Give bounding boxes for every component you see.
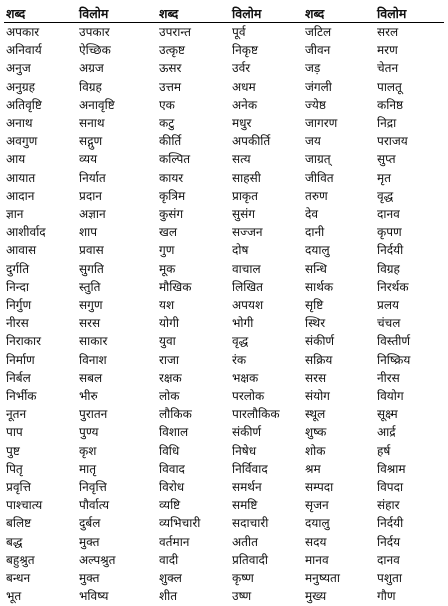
cell-antonym-2: निकृष्ट [232,43,258,58]
cell-antonym-2: कृष्ण [232,571,254,586]
cell-antonym-1: शाप [79,225,98,240]
cell-word-3: मानव [305,552,329,567]
table-row [4,96,444,114]
cell-word-3: ज्येष्ठ [305,97,326,112]
cell-word-1: प्रवृत्ति [6,480,31,495]
table-row [4,332,444,350]
cell-word-2: कृत्रिम [159,188,186,203]
table-row [4,587,444,605]
cell-antonym-3: विग्रह [377,261,400,276]
cell-word-3: स्थूल [305,407,326,422]
cell-antonym-3: निष्क्रिय [377,352,411,367]
cell-word-2: विवाद [159,461,185,476]
cell-antonym-2: वाचाल [232,261,261,276]
cell-antonym-1: ऐच्छिक [79,43,111,58]
cell-word-1: भूत [6,589,22,604]
cell-antonym-1: मातृ [79,461,97,476]
cell-word-1: निन्दा [6,279,29,294]
cell-antonym-1: निर्यात [79,170,106,185]
cell-antonym-2: अपकीर्ति [232,134,271,149]
cell-antonym-2: प्रतिवादी [232,552,269,567]
cell-antonym-2: पूर्व [232,25,246,39]
cell-antonym-1: अनावृष्टि [79,97,115,112]
table-row [4,369,444,387]
cell-word-1: निर्गुण [6,298,32,313]
cell-antonym-2: अतीत [232,534,258,549]
cell-word-1: अतिवृष्टि [6,97,42,112]
cell-word-2: मौखिक [159,279,192,294]
cell-antonym-1: प्रवास [79,243,104,258]
cell-word-2: व्यभिचारी [159,516,201,531]
cell-word-2: यश [159,298,175,313]
table-row [4,223,444,241]
cell-antonym-1: पुण्य [79,425,99,440]
cell-word-3: जड़ [305,61,321,76]
cell-antonym-2: परलोक [232,389,265,404]
cell-word-3: संकीर्ण [305,334,335,349]
cell-word-3: देव [305,207,319,222]
cell-antonym-2: सदाचारी [232,516,269,531]
cell-word-2: उत्तम [159,79,182,94]
cell-word-1: नीरस [6,316,29,331]
table-body [4,23,444,606]
cell-antonym-2: अधम [232,79,256,94]
cell-antonym-2: संकीर्ण [232,425,262,440]
table-row [4,405,444,423]
cell-antonym-1: पौर्वात्य [79,498,110,513]
table-row [4,533,444,551]
header-word-2: शब्द [157,4,230,23]
cell-word-1: पितृ [6,461,23,476]
cell-antonym-3: विश्राम [377,461,406,476]
cell-antonym-3: प्रलय [377,298,399,313]
cell-antonym-2: सुसंग [232,207,255,222]
cell-antonym-3: निर्दयी [377,243,404,258]
cell-word-1: अनुग्रह [6,79,35,94]
cell-word-1: आयात [6,170,36,185]
cell-antonym-3: पशुता [377,571,402,586]
cell-word-3: जाग्रत् [305,152,331,167]
table-row [4,132,444,150]
header-antonym-2: विलोम [230,4,303,23]
table-row [4,260,444,278]
cell-antonym-3: निद्रा [377,116,397,131]
cell-word-3: शुष्क [305,425,327,440]
cell-word-1: बद्ध [6,534,23,549]
cell-word-3: जंगली [305,79,332,94]
table-row [4,423,444,441]
cell-word-1: आवास [6,243,37,258]
table-row [4,296,444,314]
cell-word-1: निर्भीक [6,389,37,404]
cell-antonym-2: सज्जन [232,225,263,240]
cell-antonym-3: गौण [377,589,396,604]
cell-word-3: सन्धि [305,261,327,276]
table-row [4,351,444,369]
cell-word-2: विरोध [159,480,185,495]
cell-word-1: पाश्चात्य [6,498,43,513]
cell-antonym-1: साकार [79,334,108,349]
cell-word-2: कायर [159,170,184,185]
cell-antonym-2: उर्वर [232,61,251,76]
table-row [4,551,444,569]
cell-word-1: आय [6,152,26,167]
cell-antonym-2: प्राकृत [232,188,258,203]
cell-word-2: राजा [159,352,180,367]
cell-word-3: संयोग [305,389,330,404]
cell-word-3: जीवन [305,43,331,58]
cell-antonym-1: सुगति [79,261,104,276]
cell-antonym-2: पारलौकिक [232,407,280,422]
cell-word-1: बहुश्रुत [6,552,35,567]
cell-word-2: रक्षक [159,370,182,385]
cell-word-2: विशाल [159,425,189,440]
cell-antonym-3: नीरस [377,370,400,385]
cell-word-3: सक्रिय [305,352,333,367]
table-row [4,23,444,42]
cell-antonym-3: दानव [377,552,400,567]
cell-word-3: जय [305,134,321,149]
table-row [4,241,444,259]
cell-word-3: स्थिर [305,316,326,331]
table-row [4,496,444,514]
cell-word-1: नूतन [6,407,27,422]
cell-word-2: योगी [159,316,179,331]
cell-antonym-1: सगुण [79,298,103,313]
cell-word-2: शुक्ल [159,571,182,586]
cell-antonym-3: संहार [377,498,400,513]
cell-word-3: सृष्टि [305,298,324,313]
cell-antonym-2: भक्षक [232,370,259,385]
table-row [4,569,444,587]
cell-antonym-3: सरल [377,25,399,39]
cell-antonym-3: आर्द्र [377,425,396,440]
table-row [4,460,444,478]
cell-word-1: निराकार [6,334,42,349]
table-row [4,59,444,77]
cell-word-2: युवा [159,334,176,349]
cell-word-2: लोक [159,389,180,404]
cell-word-2: कुसंग [159,207,184,222]
table-row [4,187,444,205]
cell-word-2: वादी [159,552,179,567]
cell-antonym-1: सद्गुण [79,134,103,149]
cell-antonym-3: पराजय [377,134,408,149]
cell-antonym-1: भीरु [79,389,98,404]
cell-antonym-3: सूक्ष्म [377,407,398,422]
cell-word-2: कटु [159,116,175,131]
cell-word-3: मुख्य [305,589,327,604]
cell-word-2: विधि [159,443,180,458]
cell-antonym-1: व्यय [79,152,98,167]
cell-word-1: बन्धन [6,571,31,586]
cell-antonym-1: पुरातन [79,407,108,422]
cell-antonym-1: अग्रज [79,61,104,76]
cell-word-2: शीत [159,589,178,604]
cell-antonym-2: उष्ण [232,589,252,604]
table-row [4,205,444,223]
cell-word-1: निर्बल [6,370,31,385]
table-row [4,478,444,496]
cell-antonym-3: कृपण [377,225,402,240]
cell-word-3: श्रम [305,461,321,476]
cell-antonym-2: समष्टि [232,498,258,513]
cell-antonym-1: स्तुति [79,279,101,294]
antonym-table [4,4,444,606]
cell-antonym-3: चेतन [377,61,399,76]
cell-word-3: सरस [305,370,327,385]
cell-antonym-1: उपकार [79,25,110,39]
cell-word-3: मनुष्यता [305,571,341,586]
cell-word-2: उपरान्त [159,25,191,39]
table-row [4,78,444,96]
cell-word-3: सृजन [305,498,329,513]
cell-antonym-2: सत्य [232,152,251,167]
cell-antonym-2: निषेध [232,443,257,458]
cell-word-2: मूक [159,261,176,276]
cell-word-1: आशीर्वाद [6,225,46,240]
cell-antonym-3: मरण [377,43,398,58]
cell-word-2: कीर्ति [159,134,182,149]
cell-word-3: जीवित [305,170,334,185]
header-row [4,4,444,23]
cell-antonym-3: दानव [377,207,400,222]
cell-word-3: तरुण [305,188,328,203]
cell-word-1: निर्माण [6,352,35,367]
cell-antonym-2: समर्थन [232,480,262,495]
cell-antonym-3: निरर्थक [377,279,409,294]
cell-antonym-2: वृद्ध [232,334,249,349]
cell-antonym-1: निवृत्ति [79,480,107,495]
cell-word-3: सार्थक [305,279,334,294]
cell-antonym-2: रंक [232,352,247,367]
cell-word-3: दानी [305,225,325,240]
cell-word-1: पुष्ट [6,443,20,458]
cell-antonym-3: मृत [377,170,392,185]
cell-antonym-3: निर्दयी [377,516,404,531]
cell-word-3: शोक [305,443,326,458]
header-antonym-3: विलोम [375,4,444,23]
table-row [4,387,444,405]
cell-word-2: वर्तमान [159,534,190,549]
cell-word-1: आदान [6,188,35,203]
cell-word-3: दयालु [305,516,330,531]
cell-antonym-1: अल्पश्रुत [79,552,116,567]
cell-antonym-1: सनाथ [79,116,105,131]
cell-antonym-3: पालतू [377,79,402,94]
cell-word-2: ऊसर [159,61,182,76]
table-row [4,314,444,332]
cell-word-3: सम्पदा [305,480,334,495]
cell-antonym-2: दोष [232,243,249,258]
cell-word-1: ज्ञान [6,207,24,222]
table-row [4,150,444,168]
table-row [4,278,444,296]
header-word-1: शब्द [4,4,77,23]
cell-word-1: अनाथ [6,116,33,131]
table-row [4,114,444,132]
cell-antonym-1: सबल [79,370,103,385]
cell-word-2: व्यष्टि [159,498,181,513]
cell-antonym-1: विग्रह [79,79,102,94]
cell-word-1: अनिवार्य [6,43,42,58]
table-row [4,169,444,187]
cell-word-1: पाप [6,425,23,440]
cell-antonym-2: लिखित [232,279,264,294]
cell-antonym-2: अपयश [232,298,264,313]
cell-word-1: अवगुण [6,134,38,149]
cell-word-2: गुण [159,243,175,258]
cell-word-2: कल्पित [159,152,191,167]
cell-word-2: खल [159,225,177,240]
cell-word-1: अनुज [6,61,31,76]
cell-word-2: लौकिक [159,407,192,422]
table-row [4,41,444,59]
cell-antonym-3: सुप्त [377,152,396,167]
cell-antonym-3: वृद्ध [377,188,394,203]
cell-antonym-3: विपदा [377,480,404,495]
cell-antonym-3: विस्तीर्ण [377,334,411,349]
cell-word-3: सदय [305,534,327,549]
cell-antonym-2: निर्विवाद [232,461,268,476]
cell-word-2: उत्कृष्ट [159,43,186,58]
table-row [4,442,444,460]
header-word-3: शब्द [303,4,375,23]
cell-antonym-1: प्रदान [79,188,102,203]
cell-antonym-3: वियोग [377,389,404,404]
table-row [4,514,444,532]
cell-antonym-3: हर्ष [377,443,391,458]
cell-antonym-3: कनिष्ठ [377,97,404,112]
cell-antonym-2: मधुर [232,116,252,131]
cell-antonym-1: भविष्य [79,589,109,604]
cell-word-1: अपकार [6,25,40,39]
cell-antonym-2: साहसी [232,170,261,185]
cell-word-3: जटिल [305,25,332,39]
cell-word-2: एक [159,97,175,112]
cell-word-3: दयालु [305,243,330,258]
cell-antonym-2: भोगी [232,316,254,331]
cell-antonym-1: मुक्त [79,571,100,586]
cell-word-1: दुर्गति [6,261,30,276]
cell-antonym-1: कृश [79,443,97,458]
cell-antonym-1: दुर्बल [79,516,101,531]
cell-word-3: जागरण [305,116,338,131]
cell-antonym-1: मुक्त [79,534,100,549]
cell-word-1: बलिष्ट [6,516,32,531]
cell-antonym-1: विनाश [79,352,107,367]
header-antonym-1: विलोम [77,4,157,23]
cell-antonym-1: अज्ञान [79,207,106,222]
cell-antonym-3: चंचल [377,316,401,331]
cell-antonym-1: सरस [79,316,101,331]
cell-antonym-3: निर्दय [377,534,401,549]
cell-antonym-2: अनेक [232,97,258,112]
